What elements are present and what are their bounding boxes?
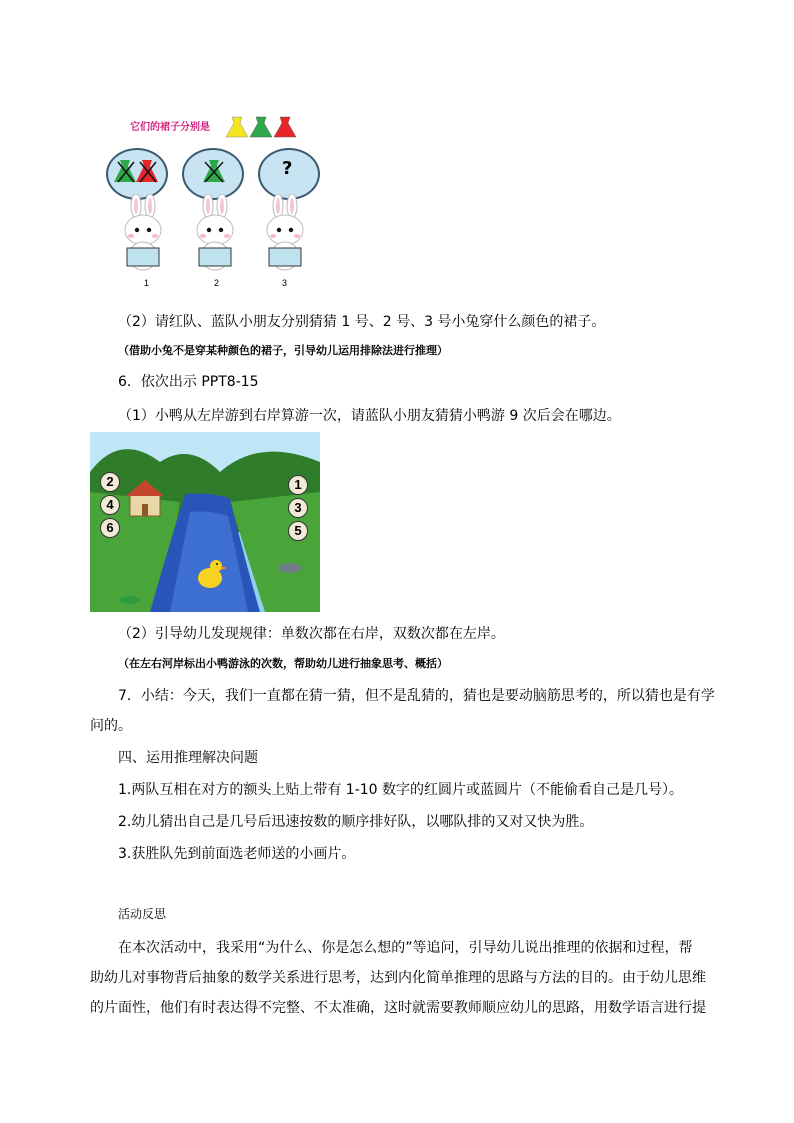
right-bank-number-3: 3 bbox=[288, 498, 308, 518]
crossed-skirts-icon bbox=[114, 156, 162, 188]
rabbit-label-2: 2 bbox=[214, 278, 220, 288]
question-mark: ? bbox=[282, 158, 293, 179]
rabbit-2-icon bbox=[190, 194, 240, 274]
paragraph-duck-question: （1）小鸭从左岸游到右岸算游一次，请蓝队小朋友猜猜小鸭游 9 次后会在哪边。 bbox=[118, 408, 621, 424]
rule-2: 2.幼儿猜出自己是几号后迅速按数的顺序排好队，以哪队排的又对又快为胜。 bbox=[118, 814, 594, 830]
rabbit-label-1: 1 bbox=[144, 278, 150, 288]
reflection-title: 活动反思 bbox=[118, 907, 167, 921]
left-bank-number-4: 4 bbox=[100, 495, 120, 515]
crossed-skirt-icon bbox=[200, 156, 228, 188]
rabbit-label-3: 3 bbox=[282, 278, 288, 288]
rule-1: 1.两队互相在对方的额头上贴上带有 1-10 数字的红圆片或蓝圆片（不能偷看自己是几号）。 bbox=[118, 782, 684, 798]
note-abstract-thinking: （在左右河岸标出小鸭游泳的次数，帮助幼儿进行抽象思考、概括） bbox=[118, 657, 448, 670]
paragraph-rule: （2）引导幼儿发现规律：单数次都在右岸，双数次都在左岸。 bbox=[118, 626, 505, 642]
note-elimination: （借助小兔不是穿某种颜色的裙子，引导幼儿运用排除法进行推理） bbox=[118, 344, 448, 357]
reflection-line-2: 助幼儿对事物背后抽象的数学关系进行思考，达到内化简单推理的思路与方法的目的。由于幼儿思维 bbox=[90, 970, 706, 986]
left-bank-number-2: 2 bbox=[100, 472, 120, 492]
skirts-icon bbox=[226, 115, 298, 139]
figure-caption: 它们的裙子分别是 bbox=[130, 122, 210, 133]
summary-line-1: 7．小结：今天，我们一直都在猜一猜，但不是乱猜的，猜也是要动脑筋思考的，所以猜也是有学 bbox=[118, 688, 715, 704]
rabbits-figure bbox=[104, 112, 304, 292]
summary-line-2: 问的。 bbox=[90, 718, 132, 734]
right-bank-number-5: 5 bbox=[288, 521, 308, 541]
rabbit-1-icon bbox=[118, 194, 168, 274]
rule-3: 3.获胜队先到前面选老师送的小画片。 bbox=[118, 846, 356, 862]
paragraph-guess-skirts: （2）请红队、蓝队小朋友分别猜猜 1 号、2 号、3 号小兔穿什么颜色的裙子。 bbox=[118, 314, 606, 330]
left-bank-number-6: 6 bbox=[100, 518, 120, 538]
section-4-heading: 四、运用推理解决问题 bbox=[118, 750, 258, 766]
reflection-line-1: 在本次活动中，我采用“为什么、你是怎么想的”等追问，引导幼儿说出推理的依据和过程，帮 bbox=[118, 940, 693, 956]
right-bank-number-1: 1 bbox=[288, 475, 308, 495]
rabbit-3-icon bbox=[260, 194, 310, 274]
step-6-heading: 6．依次出示 PPT8-15 bbox=[118, 374, 259, 390]
duck-river-figure bbox=[90, 432, 320, 612]
river-scene bbox=[90, 432, 320, 612]
reflection-line-3: 的片面性，他们有时表达得不完整、不太准确，这时就需要教师顺应幼儿的思路，用数学语言进行提 bbox=[90, 1000, 706, 1016]
